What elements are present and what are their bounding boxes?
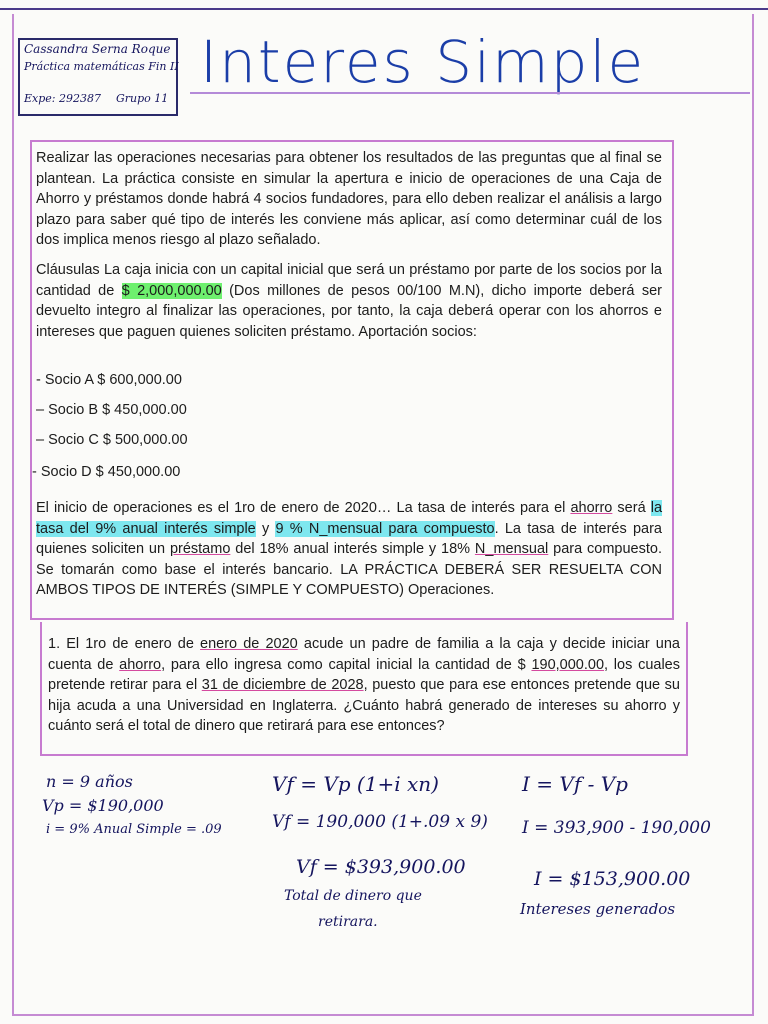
ahorro-word: ahorro <box>570 500 613 516</box>
title-underline <box>190 92 750 94</box>
question-ahorro: ahorro <box>119 656 162 673</box>
question-text-c: , para ello ingresa como capital inicial la cantidad de $ <box>161 656 532 673</box>
work-i: i = 9% Anual Simple = .09 <box>46 822 222 837</box>
rates-text-b: será <box>612 500 651 516</box>
student-info-box <box>18 38 178 116</box>
work-formula: Vf = Vp (1+i xn) <box>272 772 439 796</box>
work-interest-result: I = $153,900.00 <box>534 868 691 890</box>
socio-b: – Socio B $ 450,000.00 <box>36 402 187 418</box>
student-name: Cassandra Serna Roque <box>24 42 171 56</box>
end-date: 31 de diciembre de 2028 <box>201 677 364 694</box>
question-text-d: , los cuales pretende retirar para el <box>48 656 680 694</box>
question-text-b: acude un padre de familia a la caja y decide iniciar una cuenta de <box>48 636 680 673</box>
nmensual-word: N_mensual <box>474 541 549 558</box>
work-interest-note: Intereses generados <box>520 900 676 918</box>
initial-capital: 190,000.00 <box>531 656 605 673</box>
work-total-note-2: retirara. <box>318 914 378 930</box>
rates-text-f: para compuesto. Se tomarán como base el interés bancario. LA PRÁCTICA DEBERÁ SER RESUELTA CON AMBOS TIPOS DE INTERÉS (SIMPLE Y COMPUESTO) Operaciones. <box>36 541 662 599</box>
page-title: Interes Simple <box>200 28 646 96</box>
question-paragraph <box>48 634 680 737</box>
work-substitution: Vf = 190,000 (1+.09 x 9) <box>272 812 488 832</box>
prestamo-word: préstamo <box>169 541 231 558</box>
work-total-note: Total de dinero que <box>284 888 422 904</box>
rates-paragraph <box>36 498 662 601</box>
intro-paragraph: Realizar las operaciones necesarias para obtener los resultados de las preguntas que al final se plantean. La práctica consiste en simular la apertura e inicio de operaciones de una Caja de Ahorro y préstamos donde habrá 4 socios fundadores, para ello deben realizar el análisis a largo plazo para saber qué tipo de interés les conviene más aplicar, así como determinar cuál de los dos implica menos riesgo al plazo señalado. <box>36 150 662 249</box>
rates-text-a: El inicio de operaciones es el 1ro de enero de 2020… La tasa de interés para el <box>36 500 571 516</box>
expediente: Expe: 292387 <box>24 92 101 105</box>
group: Grupo 11 <box>116 92 169 105</box>
question-text-a: 1. El 1ro de enero de <box>48 636 201 652</box>
work-vp: Vp = $190,000 <box>42 796 164 815</box>
clauses-paragraph <box>36 260 662 342</box>
rates-text-d: . La tasa de interés para quienes soliciten un <box>36 520 662 558</box>
clauses-text-a: Cláusulas La caja inicia con un capital inicial que será un préstamo por parte de los socios por la cantidad de <box>36 262 662 299</box>
socio-c: – Socio C $ 500,000.00 <box>36 432 188 448</box>
simple-rate-highlight: la tasa del 9% anual interés simple <box>36 500 663 537</box>
compound-rate-highlight: 9 % N_mensual para compuesto <box>275 520 495 537</box>
start-date: enero de 2020 <box>200 636 298 652</box>
socio-a: - Socio A $ 600,000.00 <box>36 372 182 388</box>
capital-amount: $ 2,000,000.00 <box>121 282 222 299</box>
rates-text-c: y <box>255 520 276 537</box>
rates-text-e: del 18% anual interés simple y 18% <box>230 541 475 558</box>
top-rule <box>0 8 768 10</box>
work-interest-substitution: I = 393,900 - 190,000 <box>522 818 711 838</box>
work-interest-formula: I = Vf - Vp <box>522 772 628 796</box>
work-n: n = 9 años <box>46 772 133 791</box>
course-name: Práctica matemáticas Fin II <box>24 60 179 73</box>
clauses-text-b: (Dos millones de pesos 00/100 M.N), dicho importe deberá ser devuelto integro al finalizar las operaciones, por tanto, la caja deberá operar con los ahorros e intereses que paguen quienes soliciten préstamo. Aportación socios: <box>36 282 662 340</box>
work-vf-result: Vf = $393,900.00 <box>296 856 466 878</box>
socio-d: - Socio D $ 450,000.00 <box>32 464 181 480</box>
question-text-e: , puesto que para ese entonces pretende que su hija acuda a una Universidad en Inglaterra. ¿Cuánto habrá generado de intereses su ahorro y cuánto será el total de dinero que retirará para ese entonces? <box>48 677 680 735</box>
